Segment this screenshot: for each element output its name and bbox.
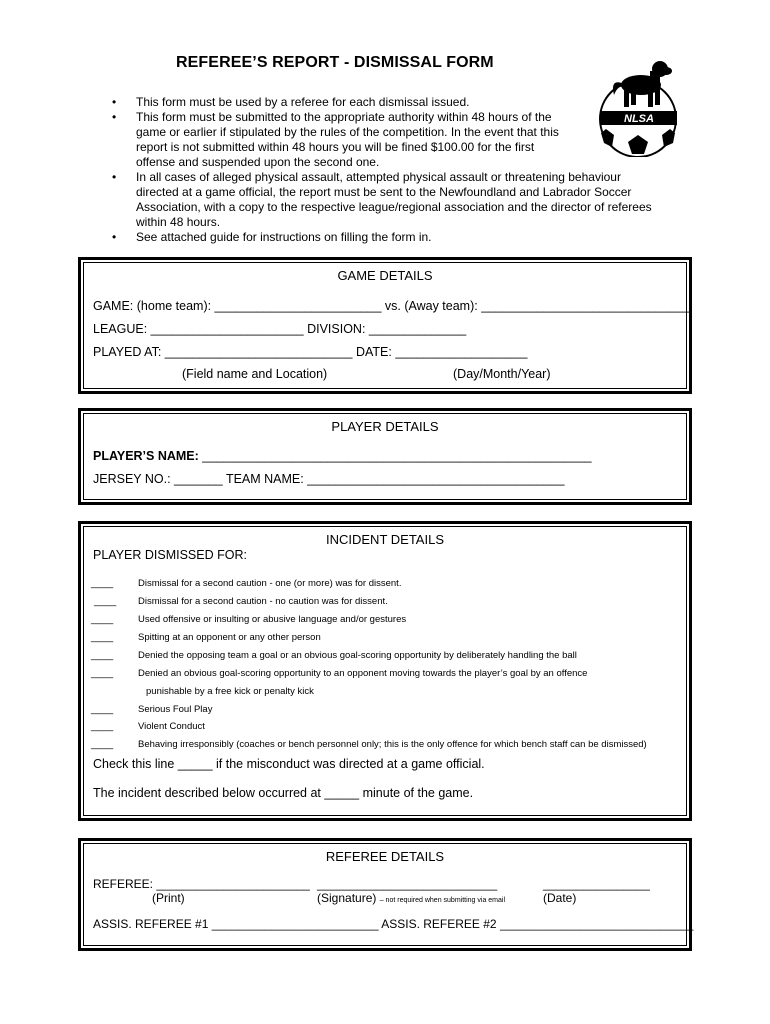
offence-checkbox[interactable]: ____ — [91, 650, 114, 661]
referee-signature-field[interactable]: ___________________________ — [317, 877, 498, 891]
player-details-heading: PLAYER DETAILS — [331, 419, 439, 434]
offence-label: Dismissal for a second caution - no caution was for dissent. — [138, 596, 388, 607]
offence-label: Denied the opposing team a goal or an obvious goal-scoring opportunity by deliberately handling the ball — [138, 650, 577, 661]
date-label: (Date) — [543, 891, 577, 905]
game-details-heading: GAME DETAILS — [337, 268, 433, 283]
offence-label-continuation: punishable by a free kick or penalty kick — [146, 686, 314, 697]
offence-label: Spitting at an opponent or any other person — [138, 632, 321, 643]
game-details-section — [78, 257, 692, 394]
logo-text: NLSA — [624, 113, 654, 125]
offence-checkbox[interactable]: ____ — [91, 704, 114, 715]
offence-checkbox[interactable]: ____ — [91, 632, 114, 643]
incident-details-heading: INCIDENT DETAILS — [326, 532, 444, 547]
field-location-hint: (Field name and Location) — [182, 367, 328, 381]
referee-date-field[interactable]: ________________ — [543, 877, 650, 891]
offence-checkbox[interactable]: ____ — [94, 596, 117, 607]
league-division-field[interactable]: LEAGUE: ______________________ DIVISION: ______________ — [93, 322, 467, 336]
offence-label: Denied an obvious goal-scoring opportunity to an opponent moving towards the player’s goal by an offence — [138, 668, 588, 679]
offence-checkbox[interactable]: ____ — [91, 578, 114, 589]
referee-print-field[interactable]: REFEREE: _______________________ — [93, 877, 310, 891]
dismissed-for-label: PLAYER DISMISSED FOR: — [93, 548, 247, 562]
game-teams-field[interactable]: GAME: (home team): ________________________ vs. (Away team): ______________________________ — [93, 299, 690, 313]
assistant-referees-field[interactable]: ASSIS. REFEREE #1 _________________________ ASSIS. REFEREE #2 _____________________________ — [93, 917, 694, 931]
referee-details-heading: REFEREE DETAILS — [325, 849, 445, 864]
incident-details-section — [78, 521, 692, 821]
offence-label: Serious Foul Play — [138, 704, 213, 715]
signature-label: (Signature) – not required when submitting via email — [317, 891, 506, 905]
jersey-team-field[interactable]: JERSEY NO.: _______ TEAM NAME: _____________________________________ — [93, 472, 565, 486]
form-title: REFEREE’S REPORT - DISMISSAL FORM — [176, 54, 494, 71]
offence-label: Violent Conduct — [138, 721, 205, 732]
player-name-line[interactable]: ________________________________________________________ — [202, 449, 592, 463]
dog-soccer-ball-icon — [598, 55, 680, 157]
player-name-label: PLAYER’S NAME: — [93, 449, 199, 463]
offence-checkbox[interactable]: ____ — [91, 614, 114, 625]
offence-label: Dismissal for a second caution - one (or more) was for dissent. — [138, 578, 402, 589]
offence-label: Used offensive or insulting or abusive language and/or gestures — [138, 614, 407, 625]
official-directed-field[interactable]: Check this line _____ if the misconduct was directed at a game official. — [93, 757, 485, 771]
offence-checkbox[interactable]: ____ — [91, 668, 114, 679]
offence-checkbox[interactable]: ____ — [91, 739, 114, 750]
nlsa-logo — [598, 55, 680, 157]
incident-minute-field[interactable]: The incident described below occurred at _____ minute of the game. — [93, 786, 474, 800]
player-name-field[interactable] — [93, 449, 592, 463]
signature-note: – not required when submitting via email — [379, 897, 506, 904]
date-format-hint: (Day/Month/Year) — [453, 367, 551, 381]
referee-details-section — [78, 838, 692, 951]
print-label: (Print) — [152, 891, 185, 905]
offence-checkbox[interactable]: ____ — [91, 721, 114, 732]
offence-label: Behaving irresponsibly (coaches or bench personnel only; this is the only offence for which bench staff can be dismissed) — [138, 739, 647, 750]
player-details-section — [78, 408, 692, 505]
played-at-date-field[interactable]: PLAYED AT: ___________________________ DATE: ___________________ — [93, 345, 528, 359]
